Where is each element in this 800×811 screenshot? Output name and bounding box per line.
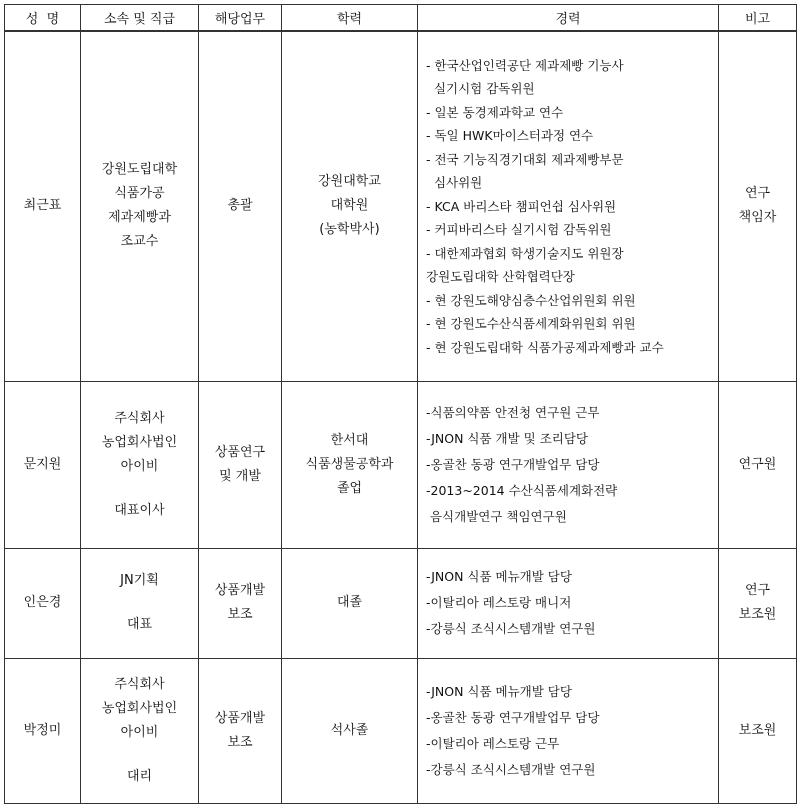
name-cell <box>5 658 81 803</box>
note-line: 보조원 <box>738 722 777 738</box>
duty-line: 보조 <box>227 607 253 622</box>
education-line: 졸업 <box>336 480 363 496</box>
note-cell <box>719 658 797 803</box>
table-row <box>5 381 797 548</box>
note-line: 연구 <box>744 186 771 202</box>
header-name: 성 명 <box>5 5 81 32</box>
career-line: 강원도립대학 산학협력단장 <box>426 269 575 284</box>
duty-cell <box>199 548 282 658</box>
spacer <box>81 479 198 499</box>
name-cell-text: 문지원 <box>23 456 62 472</box>
name-cell-text: 최근표 <box>23 198 62 214</box>
duty-cell <box>199 31 282 381</box>
table-body <box>5 31 797 803</box>
education-line: (농학박사) <box>319 222 380 238</box>
career-line: - 일본 동경제과학교 연수 <box>426 104 564 120</box>
career-line: -강릉식 조식시스템개발 연구원 <box>426 621 596 636</box>
education-cell <box>282 658 418 803</box>
table-row <box>5 31 797 381</box>
education-cell <box>282 381 418 548</box>
affiliation-line: 조교수 <box>120 234 159 250</box>
career-line: - 현 강원도수산식품세계화위원회 위원 <box>426 316 636 331</box>
duty-line: 보조 <box>227 734 253 750</box>
career-cell <box>418 658 719 803</box>
career-line: 실기시험 감독위원 <box>426 81 535 96</box>
name-cell <box>5 31 81 381</box>
education-line: 대학원 <box>330 198 369 214</box>
note-cell <box>719 31 797 381</box>
affiliation-line: 주식회사 <box>114 410 165 426</box>
note-line: 책임자 <box>738 210 777 226</box>
education-line: 대졸 <box>336 595 363 610</box>
header-affiliation: 소속 및 직급 <box>81 5 199 32</box>
career-line: - 커피바리스타 실기시험 감독위원 <box>426 222 612 237</box>
duty-line: 상품개발 <box>214 583 266 598</box>
affiliation-line: 강원도립대학 <box>101 162 178 178</box>
staff-table <box>4 4 797 804</box>
career-line: - 현 강원도해양심층수산업위원회 위원 <box>426 292 636 308</box>
education-cell <box>282 548 418 658</box>
career-line: -옹골찬 동광 연구개발업무 담당 <box>426 456 600 472</box>
table-row <box>5 658 797 803</box>
career-line: - KCA 바리스타 챔피언쉽 심사위원 <box>426 198 617 214</box>
career-line: - 한국산업인력공단 제과제빵 기능사 <box>426 57 624 73</box>
header-note: 비고 <box>719 5 797 32</box>
education-cell <box>282 31 418 381</box>
affiliation-line: 식품가공 <box>114 186 165 202</box>
affiliation-line: 제과제빵과 <box>108 210 171 226</box>
career-line: - 독일 HWK마이스터과정 연수 <box>426 128 594 143</box>
career-line: -이탈리아 레스토랑 근무 <box>426 735 560 751</box>
name-cell <box>5 548 81 658</box>
career-line: -옹골찬 동광 연구개발업무 담당 <box>426 709 600 725</box>
note-line: 보조원 <box>738 607 777 622</box>
affiliation-cell <box>81 658 199 803</box>
career-line: -식품의약품 안전청 연구원 근무 <box>426 404 600 420</box>
header-duty: 해당업무 <box>199 5 282 32</box>
affiliation-line: 주식회사 <box>114 676 165 692</box>
career-line: -JNON 식품 메뉴개발 담당 <box>426 569 572 584</box>
career-cell <box>418 31 719 381</box>
education-line: 석사졸 <box>330 722 369 738</box>
affiliation-line: 대표이사 <box>114 502 165 518</box>
career-line: -이탈리아 레스토랑 매니저 <box>426 595 572 610</box>
career-line: -JNON 식품 개발 및 조리담당 <box>426 430 589 446</box>
duty-cell <box>199 658 282 803</box>
career-line: -2013~2014 수산식품세계화전략 <box>426 482 618 498</box>
affiliation-line: 농업회사법인 <box>101 700 178 716</box>
header-row <box>5 5 797 32</box>
career-line: 음식개발연구 책임연구원 <box>426 508 567 524</box>
affiliation-cell <box>81 31 199 381</box>
duty-cell <box>199 381 282 548</box>
affiliation-line: 대리 <box>126 768 153 784</box>
affiliation-cell <box>81 548 199 658</box>
career-cell <box>418 381 719 548</box>
affiliation-line: 아이비 <box>120 458 159 474</box>
affiliation-cell <box>81 381 199 548</box>
duty-line: 상품연구 <box>214 444 266 460</box>
name-cell <box>5 381 81 548</box>
note-cell <box>719 548 797 658</box>
spacer <box>81 593 198 613</box>
career-line: 심사위원 <box>426 175 483 190</box>
note-cell <box>719 381 797 548</box>
name-cell-text: 박정미 <box>23 722 62 738</box>
note-line: 연구원 <box>738 456 777 472</box>
education-line: 강원대학교 <box>318 174 381 190</box>
career-line: -강릉식 조식시스템개발 연구원 <box>426 761 596 777</box>
affiliation-line: JN기획 <box>120 573 159 588</box>
duty-line: 상품개발 <box>214 710 266 726</box>
affiliation-line: 농업회사법인 <box>101 434 178 450</box>
education-line: 식품생물공학과 <box>305 456 394 472</box>
table-row <box>5 548 797 658</box>
header-education: 학력 <box>282 5 418 32</box>
note-line: 연구 <box>744 583 771 598</box>
duty-line: 및 개발 <box>219 468 261 484</box>
career-line: - 대한제과협회 학생기술지도 위원장 <box>426 245 624 261</box>
career-line: -JNON 식품 메뉴개발 담당 <box>426 683 572 699</box>
career-line: - 현 강원도립대학 식품가공제과제빵과 교수 <box>426 339 664 355</box>
spacer <box>81 745 198 765</box>
header-career: 경력 <box>418 5 719 32</box>
duty-line: 총괄 <box>227 198 253 214</box>
career-cell <box>418 548 719 658</box>
affiliation-line: 대표 <box>126 617 153 632</box>
name-cell-text: 인은경 <box>23 595 62 610</box>
career-line: - 전국 기능직경기대회 제과제빵부문 <box>426 151 624 167</box>
education-line: 한서대 <box>330 432 369 448</box>
affiliation-line: 아이비 <box>120 724 159 740</box>
